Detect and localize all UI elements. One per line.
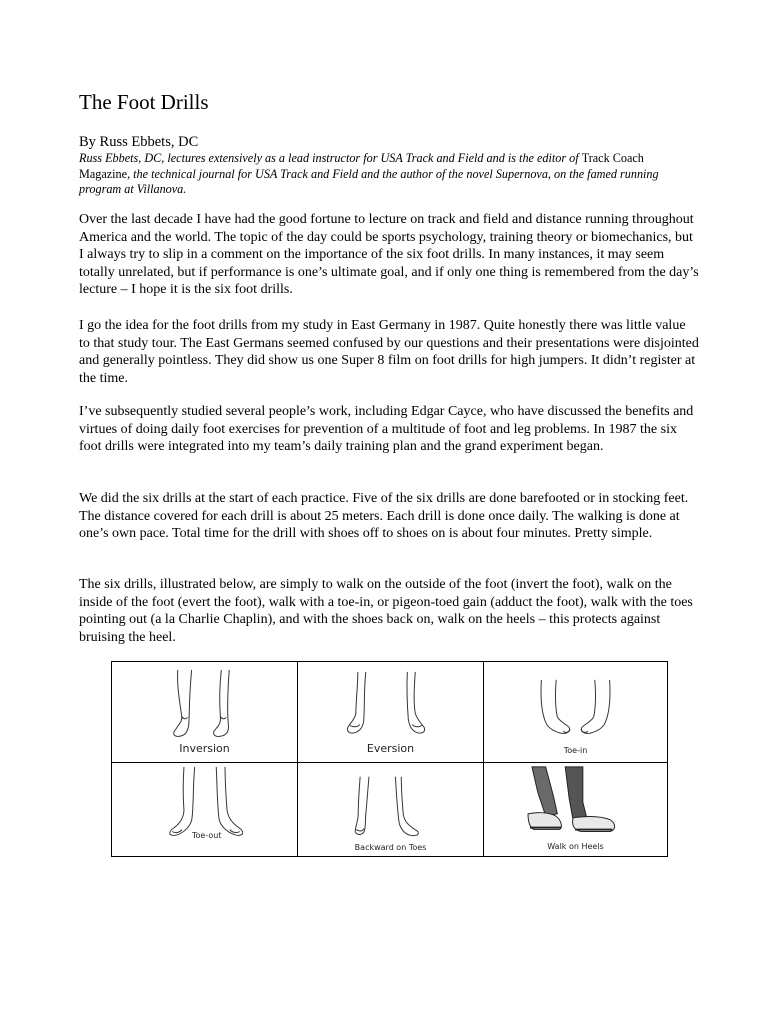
bio-journal-name: Track Coach Magazine (79, 151, 644, 181)
author-bio (79, 151, 689, 198)
figure-cell-backward-on-toes (298, 763, 484, 856)
toe-out-illustration (112, 763, 297, 856)
figure-cell-eversion (298, 662, 484, 763)
foot-drills-figure (111, 661, 668, 857)
body-paragraph-2: I go the idea for the foot drills from my study in East Germany in 1987. Quite honestly there was little value to that study tour. The East Germans seemed confused by our questions and their presentations were disjointed and generally pointless. They did show us one Super 8 film on foot drills for high jumpers. It didn’t register at the time. (79, 318, 699, 386)
caption-toe-in: Toe-in (563, 746, 588, 755)
page-title: The Foot Drills (79, 90, 209, 114)
caption-eversion: Eversion (366, 742, 415, 755)
caption-walk-on-heels: Walk on Heels (547, 842, 604, 851)
bio-text-2: , the technical journal for USA Track and Field and the author of the novel Supernova, on the famed running program at Villanova. (79, 166, 659, 196)
caption-backward-on-toes: Backward on Toes (354, 843, 427, 852)
body-paragraph-3: I’ve subsequently studied several people’s work, including Edgar Cayce, who have discussed the benefits and virtues of doing daily foot exercises for prevention of a multitude of foot and leg problems. In 1987 the six foot drills were integrated into my team’s daily training plan and the grand experiment began. (79, 404, 694, 454)
figure-cell-walk-on-heels (484, 763, 667, 856)
caption-toe-out: Toe-out (192, 831, 222, 840)
figure-cell-toe-in (484, 662, 667, 763)
author-byline: By Russ Ebbets, DC (79, 134, 199, 150)
body-paragraph-1: Over the last decade I have had the good fortune to lecture on track and field and distance running throughout America and the world. The topic of the day could be sports psychology, training theory or biomechanics, but I always try to slip in a comment on the importance of the six foot drills. In many instances, it may seem totally unrelated, but if performance is one’s ultimate goal, and if only one thing is remembered from the day’s lecture – I hope it is the six foot drills. (79, 212, 699, 297)
body-paragraph-4: We did the six drills at the start of each practice. Five of the six drills are done barefooted or in stocking feet. The distance covered for each drill is about 25 meters. Each drill is done once daily. The walking is done at one’s own pace. Total time for the drill with shoes off to shoes on is about four minutes. Pretty simple. (79, 491, 689, 541)
caption-inversion: Inversion (179, 742, 230, 755)
figure-cell-inversion (112, 662, 298, 763)
body-paragraph-5: The six drills, illustrated below, are simply to walk on the outside of the foot (invert the foot), walk on the inside of the foot (evert the foot), walk with a toe-in, or pigeon-toed gain (adduct the foot), walk with the toes pointing out (a la Charlie Chaplin), and with the shoes back on, walk on the heels – this protects against bruising the heel. (79, 577, 693, 645)
figure-cell-toe-out (112, 763, 298, 856)
bio-text-1: Russ Ebbets, DC, lectures extensively as a lead instructor for USA Track and Field and is the editor of (79, 151, 582, 165)
